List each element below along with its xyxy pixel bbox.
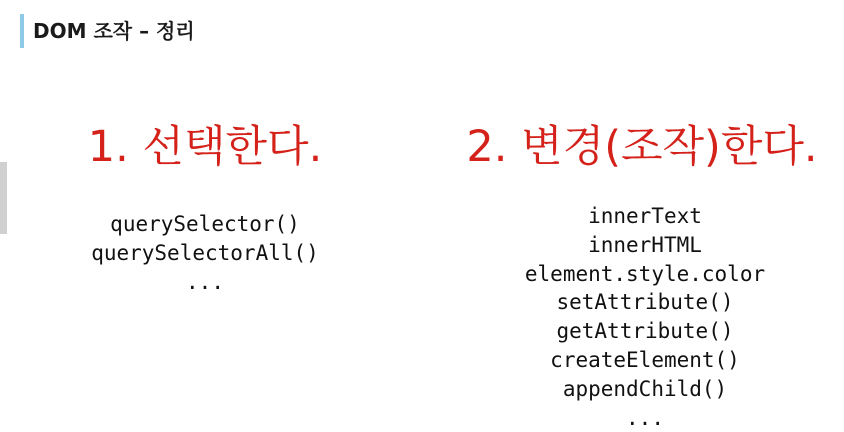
method-inner-text: innerText	[588, 204, 702, 228]
method-set-attribute: setAttribute()	[556, 290, 734, 315]
modify-heading: 2. 변경(조작)한다.	[466, 122, 818, 172]
method-ellipsis: ...	[626, 405, 664, 430]
method-style-color: element.style.color	[524, 261, 766, 286]
method-query-selector: querySelector()	[110, 212, 300, 236]
method-ellipsis: ...	[186, 269, 224, 294]
method-create-element: createElement()	[550, 347, 740, 372]
method-append-child: appendChild()	[562, 376, 728, 401]
title-accent-bar	[20, 14, 24, 48]
method-inner-html: innerHTML	[588, 232, 702, 257]
method-get-attribute: getAttribute()	[556, 319, 734, 344]
page-title: DOM 조작 – 정리	[33, 19, 195, 43]
select-method-list	[60, 210, 350, 296]
left-edge-marker	[0, 162, 7, 234]
method-query-selector-all: querySelectorAll()	[91, 240, 319, 265]
modify-method-list	[490, 202, 800, 432]
select-heading: 1. 선택한다.	[87, 122, 323, 172]
